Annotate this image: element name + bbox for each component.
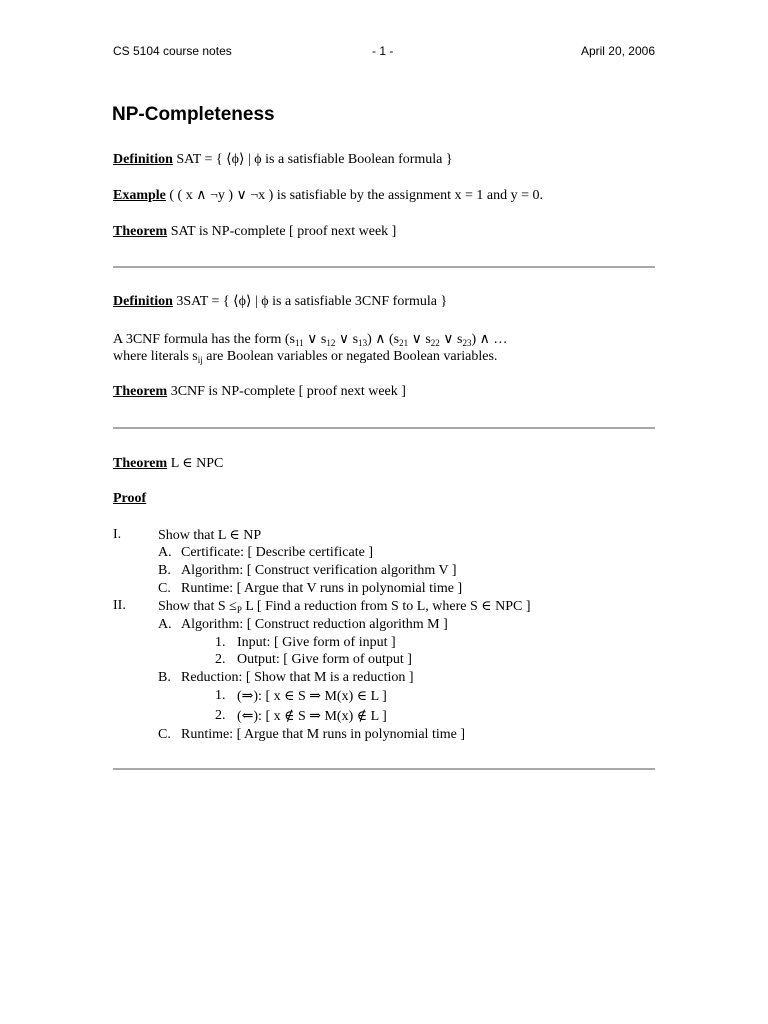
3sat-definition [113, 293, 447, 310]
theorem-keyword: Theorem [113, 384, 168, 399]
outline-label: 2. [215, 652, 226, 667]
outline-item: Input: [ Give form of input ] [237, 635, 396, 650]
outline-label: 1. [215, 688, 226, 703]
outline-label: 1. [215, 635, 226, 650]
theorem-text: L ∈ NPC [167, 456, 224, 471]
sat-definition [113, 151, 453, 168]
outline-label: 2. [215, 708, 226, 723]
definition-text: SAT = { ⟨ϕ⟩ | ϕ is a satisfiable Boolean formula } [172, 152, 453, 167]
outline-item: Output: [ Give form of output ] [237, 652, 412, 667]
sat-theorem [113, 224, 396, 240]
outline-item: Certificate: [ Describe certificate ] [181, 545, 373, 560]
theorem-keyword: Theorem [113, 224, 168, 239]
definition-text: 3SAT = { ⟨ϕ⟩ | ϕ is a satisfiable 3CNF formula } [172, 294, 448, 309]
outline-item: Runtime: [ Argue that M runs in polynomial time ] [181, 727, 465, 742]
outline-label: B. [158, 563, 171, 578]
3cnf-form: A 3CNF formula has the form ($s_{11}$ ∨ $s_{12}$ ∨ $s_{13}$) ∧ ($s_{21}$ ∨ $s_{22}$ ∨ $s_{23}$) ∧ … [113, 332, 508, 348]
outline-item: Algorithm: [ Construct verification algorithm V ] [181, 563, 457, 578]
theorem-text: SAT is NP-complete [ proof next week ] [167, 224, 397, 239]
page-number: - 1 - [372, 44, 394, 58]
3cnf-theorem [113, 384, 406, 400]
literals-note: where literals $s_{ij}$ are Boolean variables or negated Boolean variables. [113, 349, 498, 365]
theorem-text: 3CNF is NP-complete [ proof next week ] [167, 384, 406, 399]
npc-theorem [113, 455, 223, 472]
date: April 20, 2006 [580, 44, 655, 58]
outline-item: Show that L ∈ NP [158, 528, 262, 543]
proof-keyword: Proof [113, 491, 147, 506]
outline-item: Runtime: [ Argue that V runs in polynomial time ] [181, 581, 463, 596]
outline-item: Algorithm: [ Construct reduction algorithm M ] [181, 617, 448, 632]
outline-label: I. [113, 527, 122, 542]
example-text: ( ( x ∧ ¬y ) ∨ ¬x ) is satisfiable by the assignment x = 1 and y = 0. [165, 188, 544, 203]
theorem-keyword: Theorem [113, 456, 168, 471]
outline-label: A. [158, 545, 172, 560]
outline-label: C. [158, 581, 171, 596]
sat-example [113, 187, 543, 204]
outline-label: A. [158, 617, 172, 632]
section-divider [113, 427, 655, 429]
outline-item: Show that $S \le_P$ L [ Find a reduction from S to L, where S ∈ NPC ] [158, 599, 531, 615]
section-divider [113, 266, 655, 268]
proof-heading [113, 491, 146, 507]
example-keyword: Example [113, 188, 166, 203]
outline-item: (⇐): [ x ∉ S ⇒ M(x) ∉ L ] [237, 709, 387, 724]
section-divider [113, 768, 655, 770]
outline-label: B. [158, 670, 171, 685]
page-title: NP-Completeness [112, 104, 275, 125]
definition-keyword: Definition [113, 294, 173, 309]
course-name: CS 5104 course notes [113, 44, 232, 58]
outline-label: II. [113, 598, 126, 613]
outline-label: C. [158, 727, 171, 742]
definition-keyword: Definition [113, 152, 173, 167]
outline-item: Reduction: [ Show that M is a reduction ] [181, 670, 414, 685]
outline-item: (⇒): [ x ∈ S ⇒ M(x) ∈ L ] [237, 689, 387, 704]
